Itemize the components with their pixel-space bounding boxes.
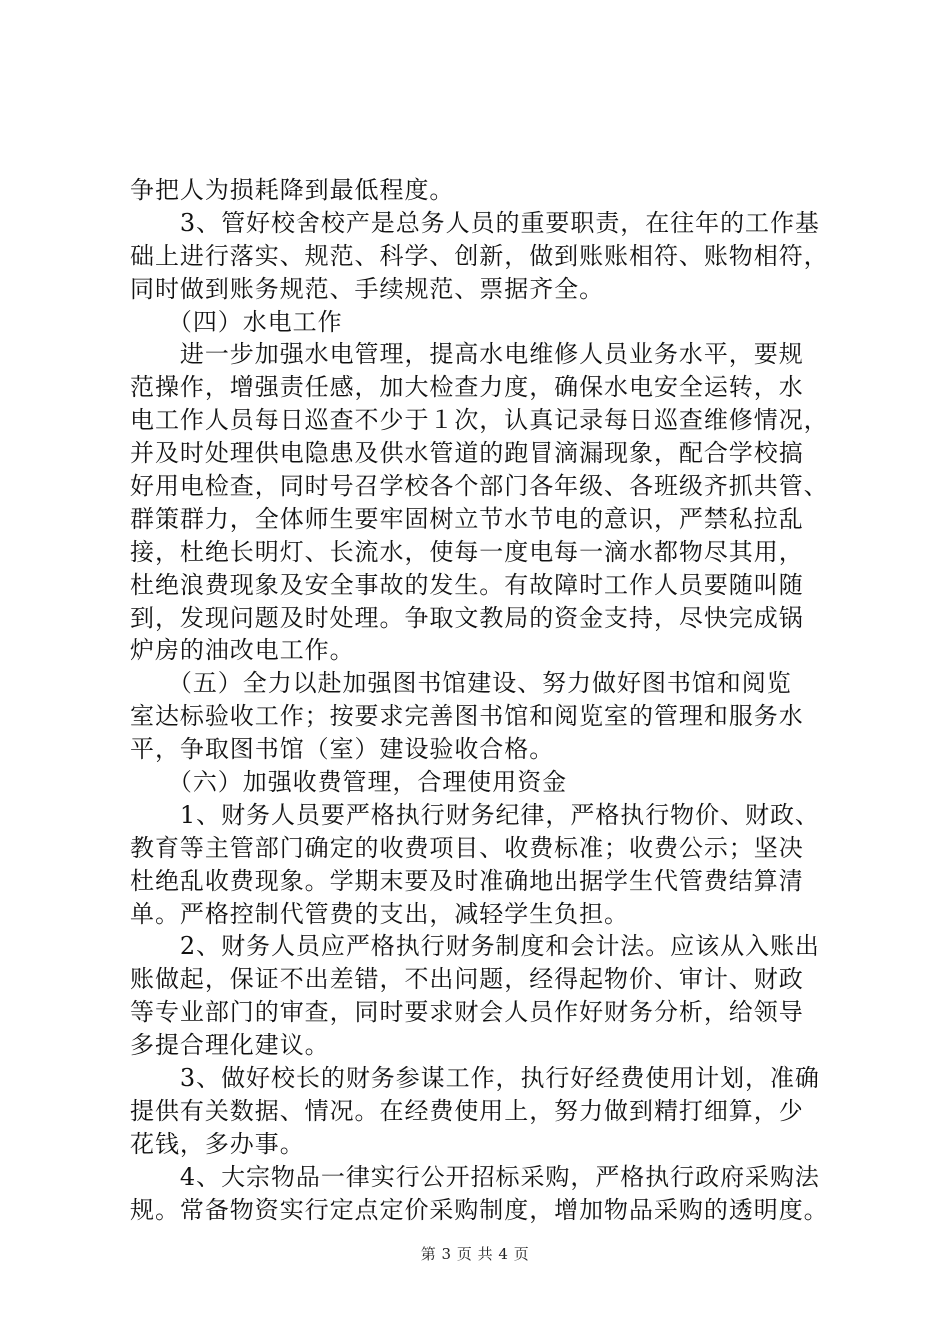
text-line: 花钱，多办事。 <box>130 1129 305 1158</box>
text-line: 室达标验收工作；按要求完善图书馆和阅览室的管理和服务水 <box>130 702 804 731</box>
text-line: 杜绝乱收费现象。学期末要及时准确地出据学生代管费结算清 <box>130 866 804 895</box>
text-line: 3、做好校长的财务参谋工作，执行好经费使用计划，准确 <box>130 1064 820 1093</box>
section-heading: （四）水电工作 <box>130 307 343 336</box>
body-text <box>130 174 842 1227</box>
text-line: 并及时处理供电隐患及供水管道的跑冒滴漏现象，配合学校搞 <box>130 439 804 468</box>
text-line: 教育等主管部门确定的收费项目、收费标准；收费公示；坚决 <box>130 833 804 862</box>
text-line: 单。严格控制代管费的支出，减轻学生负担。 <box>130 899 629 928</box>
text-line: 等专业部门的审查，同时要求财会人员作好财务分析，给领导 <box>130 998 804 1027</box>
text-line: 进一步加强水电管理，提高水电维修人员业务水平，要规 <box>130 340 804 369</box>
text-line: 2、财务人员应严格执行财务制度和会计法。应该从入账出 <box>130 932 820 961</box>
text-line: 平，争取图书馆（室）建设验收合格。 <box>130 735 555 764</box>
text-line: 账做起，保证不出差错，不出问题，经得起物价、审计、财政 <box>130 965 804 994</box>
text-line: 电工作人员每日巡查不少于１次，认真记录每日巡查维修情况， <box>130 406 829 435</box>
text-line: 杜绝浪费现象及安全事故的发生。有故障时工作人员要随叫随 <box>130 570 804 599</box>
text-line: 到，发现问题及时处理。争取文教局的资金支持，尽快完成锅 <box>130 603 804 632</box>
text-line: （五）全力以赴加强图书馆建设、努力做好图书馆和阅览 <box>130 669 792 698</box>
text-line: 好用电检查，同时号召学校各个部门各年级、各班级齐抓共管、 <box>130 472 829 501</box>
text-line: 1、财务人员要严格执行财务纪律，严格执行物价、财政、 <box>130 800 820 829</box>
text-line: 4、大宗物品一律实行公开招标采购，严格执行政府采购法 <box>130 1162 820 1191</box>
text-line: 提供有关数据、情况。在经费使用上，努力做到精打细算，少 <box>130 1096 804 1125</box>
page-number-footer: 第 3 页 共 4 页 <box>420 1245 530 1263</box>
text-line: 接，杜绝长明灯、长流水，使每一度电每一滴水都物尽其用， <box>130 537 804 566</box>
text-line: 同时做到账务规范、手续规范、票据齐全。 <box>130 274 605 303</box>
section-heading: （六）加强收费管理，合理使用资金 <box>130 768 568 797</box>
text-line: 3、管好校舍校产是总务人员的重要职责，在往年的工作基 <box>130 208 820 237</box>
text-line: 多提合理化建议。 <box>130 1031 330 1060</box>
text-line: 规。常备物资实行定点定价采购制度，增加物品采购的透明度。 <box>130 1195 829 1224</box>
text-line: 础上进行落实、规范、科学、创新，做到账账相符、账物相符， <box>130 241 829 270</box>
text-line: 范操作，增强责任感，加大检查力度，确保水电安全运转，水 <box>130 373 804 402</box>
text-line: 炉房的油改电工作。 <box>130 636 355 665</box>
text-line: 群策群力，全体师生要牢固树立节水节电的意识，严禁私拉乱 <box>130 504 804 533</box>
text-line: 争把人为损耗降到最低程度。 <box>130 176 455 204</box>
